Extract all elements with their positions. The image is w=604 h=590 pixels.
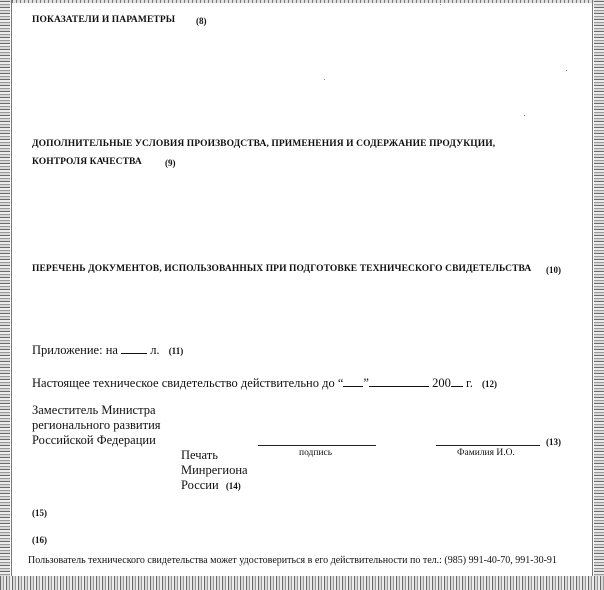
section-documents-number: (10) xyxy=(546,265,561,275)
certificate-border-right xyxy=(594,0,604,590)
section-conditions-title-line1: ДОПОЛНИТЕЛЬНЫЕ УСЛОВИЯ ПРОИЗВОДСТВА, ПРИМЕНЕНИЯ И СОДЕРЖАНИЕ ПРОДУКЦИИ, xyxy=(32,139,496,149)
appendix-prefix: Приложение: на xyxy=(32,343,118,357)
section-params-title: ПОКАЗАТЕЛИ И ПАРАМЕТРЫ xyxy=(32,15,176,25)
validity-day-blank[interactable] xyxy=(343,375,363,387)
field-16-number: (16) xyxy=(32,535,47,545)
validity-year-blank[interactable] xyxy=(451,375,463,387)
certificate-border-bottom xyxy=(0,576,604,590)
validity-month-blank[interactable] xyxy=(369,375,429,387)
certificate-border-top xyxy=(0,0,604,3)
stamp-line1: Печать xyxy=(181,448,218,462)
scan-speck xyxy=(524,115,525,116)
validity-year-prefix: 200 xyxy=(432,376,451,390)
scan-speck xyxy=(324,79,325,80)
validity-close-quote: ” xyxy=(363,376,369,390)
scan-speck xyxy=(440,4,441,5)
stamp-number: (14) xyxy=(225,481,241,491)
section-documents-title: ПЕРЕЧЕНЬ ДОКУМЕНТОВ, ИСПОЛЬЗОВАННЫХ ПРИ ПОДГОТОВКЕ ТЕХНИЧЕСКОГО СВИДЕТЕЛЬСТВА xyxy=(32,264,532,274)
footer-verification-note: Пользователь технического свидетельства может удостовериться в его действительности по тел.: (985) 991-40-70, 991-30-91 xyxy=(28,555,557,566)
scan-speck xyxy=(566,70,567,71)
validity-open-quote: “ xyxy=(337,376,344,390)
signature-label: подпись xyxy=(299,448,333,458)
name-line[interactable] xyxy=(436,445,540,446)
stamp-line3 xyxy=(181,478,241,493)
signatory-line2: регионального развития xyxy=(32,418,161,432)
validity-number: (12) xyxy=(481,379,497,389)
certificate-border-left xyxy=(0,0,10,590)
section-conditions-title-line2: КОНТРОЛЯ КАЧЕСТВА xyxy=(32,157,142,167)
stamp-line2: Минрегиона xyxy=(181,463,248,477)
section-conditions-number: (9) xyxy=(165,158,176,168)
stamp-line3-text: России xyxy=(181,478,219,492)
appendix-suffix: л. xyxy=(150,343,160,357)
validity-line xyxy=(32,375,497,391)
border-inner-line-right xyxy=(592,0,593,576)
signatory-number: (13) xyxy=(546,437,561,447)
validity-text: Настоящее техническое свидетельство действительно до xyxy=(32,376,335,390)
signatory-line3: Российской Федерации xyxy=(32,433,156,447)
field-15-number: (15) xyxy=(32,508,47,518)
border-inner-line-left xyxy=(11,0,12,576)
name-label: Фамилия И.О. xyxy=(457,448,515,458)
section-params-number: (8) xyxy=(196,16,207,26)
validity-year-suffix: г. xyxy=(465,376,473,390)
signature-line[interactable] xyxy=(258,445,376,446)
appendix-line xyxy=(32,342,183,358)
signatory-line1: Заместитель Министра xyxy=(32,403,156,417)
appendix-pages-blank[interactable] xyxy=(121,342,147,354)
appendix-number: (11) xyxy=(168,346,184,356)
